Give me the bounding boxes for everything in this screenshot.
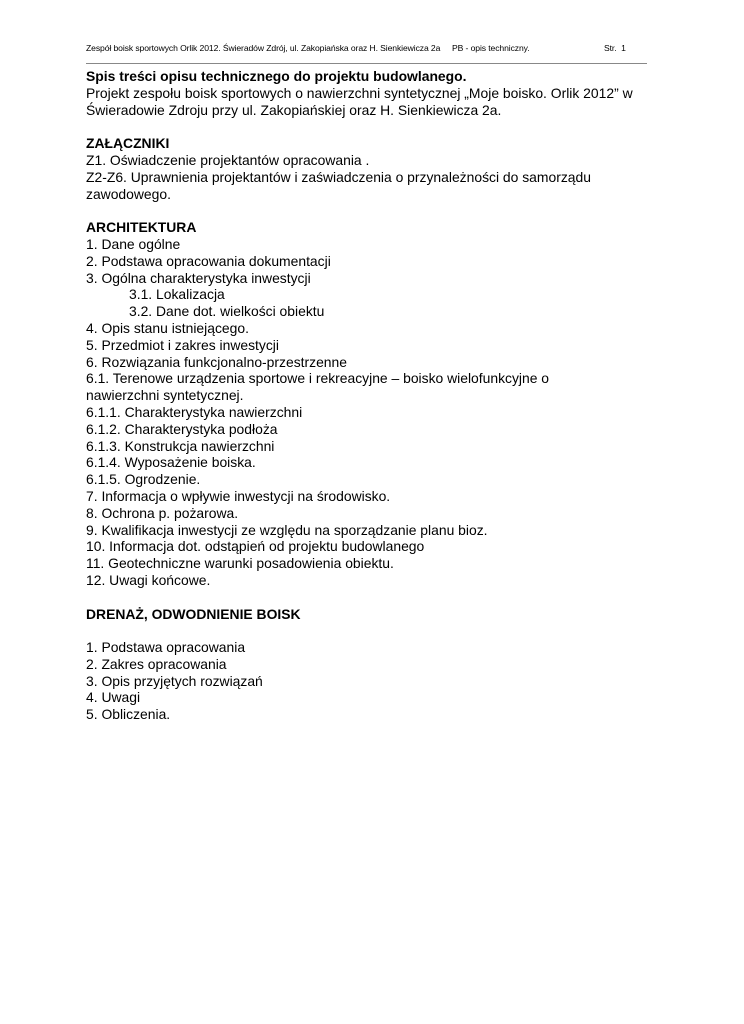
toc-item: 5. Obliczenia.: [86, 706, 171, 723]
document-title: Spis treści opisu technicznego do projektu budowlanego.: [86, 68, 467, 84]
toc-item: 6.1.4. Wyposażenie boiska.: [86, 454, 256, 471]
toc-item: 8. Ochrona p. pożarowa.: [86, 504, 239, 521]
toc-item: 3. Ogólna charakterystyka inwestycji: [86, 269, 311, 286]
toc-item: 7. Informacja o wpływie inwestycji na środowisko.: [86, 487, 391, 504]
intro-line: Świeradowie Zdroju przy ul. Zakopiańskiej oraz H. Sienkiewicza 2a.: [86, 101, 502, 118]
toc-item: 6. Rozwiązania funkcjonalno-przestrzenne: [86, 353, 347, 370]
intro-line: Projekt zespołu boisk sportowych o nawierzchni syntetycznej „Moje boisko. Orlik 2012” w: [86, 84, 633, 101]
attachment-item: Z1. Oświadczenie projektantów opracowania .: [86, 151, 370, 168]
toc-item: 6.1.1. Charakterystyka nawierzchni: [86, 403, 303, 420]
toc-item: 10. Informacja dot. odstąpień od projektu budowlanego: [86, 538, 425, 555]
document-body: [86, 68, 656, 723]
header-project-name: Zespół boisk sportowych Orlik 2012. Świeradów Zdrój, ul. Zakopiańska oraz H. Sienkiewicza 2a: [86, 43, 441, 53]
toc-item: 4. Opis stanu istniejącego.: [86, 319, 249, 336]
toc-item: 1. Podstawa opracowania: [86, 639, 246, 656]
toc-item: 12. Uwagi końcowe.: [86, 571, 211, 588]
toc-item: 6.1.3. Konstrukcja nawierzchni: [86, 437, 275, 454]
toc-item: 6.1.2. Charakterystyka podłoża: [86, 420, 278, 437]
toc-item: 9. Kwalifikacja inwestycji ze względu na sporządzanie planu bioz.: [86, 521, 488, 538]
section-heading-architektura: ARCHITEKTURA: [86, 219, 197, 236]
header-divider: [86, 63, 647, 64]
toc-item: 2. Podstawa opracowania dokumentacji: [86, 252, 331, 269]
section-heading-zalaczniki: ZAŁĄCZNIKI: [86, 135, 170, 152]
page-header: [86, 41, 646, 57]
header-page-label: Str.: [604, 43, 617, 53]
toc-item: 3. Opis przyjętych rozwiązań: [86, 672, 263, 689]
header-page-value: 1: [621, 43, 626, 53]
toc-item: 6.1. Terenowe urządzenia sportowe i rekreacyjne – boisko wielofunkcyjne o: [86, 370, 550, 387]
toc-item: 11. Geotechniczne warunki posadowienia obiektu.: [86, 555, 394, 572]
toc-item: 6.1.5. Ogrodzenie.: [86, 471, 201, 488]
header-page-number: [604, 43, 626, 53]
toc-subitem: 3.2. Dane dot. wielkości obiektu: [129, 303, 325, 320]
attachment-item: zawodowego.: [86, 185, 171, 202]
toc-item: 1. Dane ogólne: [86, 235, 181, 252]
toc-item: nawierzchni syntetycznej.: [86, 387, 244, 404]
toc-item: 5. Przedmiot i zakres inwestycji: [86, 336, 279, 353]
toc-item: 2. Zakres opracowania: [86, 655, 227, 672]
section-heading-drenaz: DRENAŻ, ODWODNIENIE BOISK: [86, 605, 301, 622]
header-document-type: PB - opis techniczny.: [452, 43, 530, 53]
toc-item: 4. Uwagi: [86, 689, 141, 706]
toc-subitem: 3.1. Lokalizacja: [129, 286, 225, 303]
attachment-item: Z2-Z6. Uprawnienia projektantów i zaświadczenia o przynależności do samorządu: [86, 168, 591, 185]
